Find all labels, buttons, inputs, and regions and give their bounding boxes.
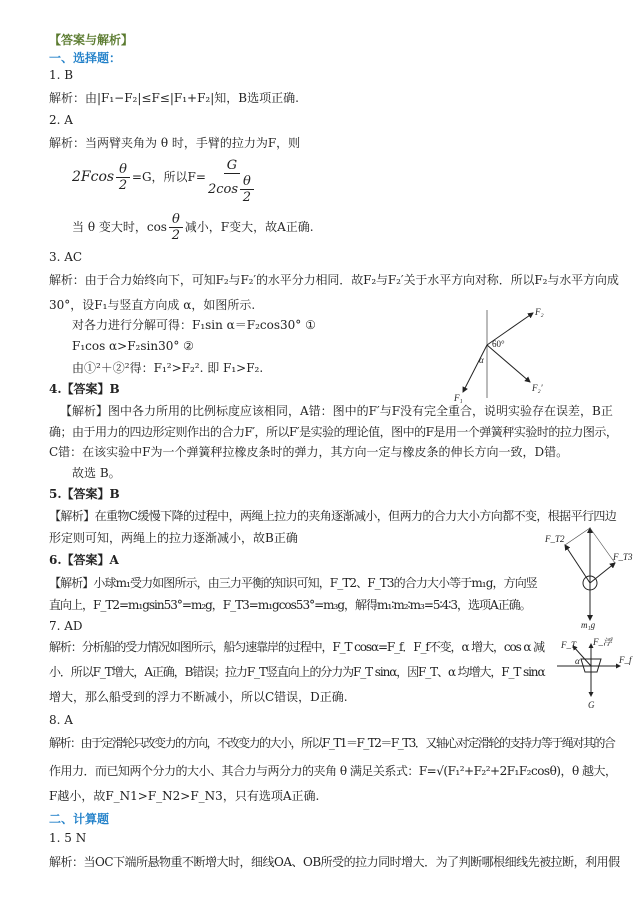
q1-analysis: 解析：由|F₁−F₂|≤F≤|F₁+F₂|知，B选项正确. (49, 91, 299, 105)
denominator: 2 (118, 178, 128, 193)
q1-answer: 1. B (49, 68, 74, 82)
q6-analysis: 【解析】小球m₁受力如图所示，由三力平衡的知识可知，F_T2、F_T3的合力大小等于m₁g，方向竖 (49, 576, 537, 590)
ft-label: F_T (561, 640, 577, 650)
parallelogram-line (590, 528, 615, 563)
ft3-label: F_T3 (613, 552, 633, 562)
denominator: 2 (242, 190, 252, 205)
q5-answer: 5.【答案】B (49, 487, 120, 501)
q3-result: 由①²＋②²得：F₁²>F₂². 即 F₁>F₂. (72, 361, 264, 375)
denominator (208, 174, 256, 205)
ff-label: F_f (619, 655, 632, 665)
q6-analysis-2: 直向上，F_T2=m₁gsin53°=m₂g，F_T3=m₁gcos53°=m₃g，解得m₁∶m₂∶m₃=5∶4∶3，选项A正确。 (49, 598, 531, 612)
q4-analysis: 【解析】图中各力所用的比例标度应该相同，A错：图中的F′与F没有完全重合，说明实验存在误差，B正 (60, 404, 613, 418)
parallelogram-line (565, 528, 590, 545)
answer-title: 【答案与解析】 (49, 33, 134, 47)
q8-analysis-3: F越小，故F_N1>F_N2>F_N3，只有选项A正确. (49, 789, 320, 803)
mg-label: m₁g (581, 620, 596, 630)
section-choice-title: 一、选择题： (49, 51, 122, 65)
fraction (169, 212, 183, 243)
q2-conclusion (72, 212, 314, 243)
fraction (240, 174, 254, 205)
alpha-label: α (575, 656, 580, 666)
q8-analysis: 解析：由于定滑轮只改变力的方向，不改变力的大小，所以F_T1＝F_T2＝F_T3．又轴心对定滑轮的支持力等于绳对其的合 (49, 736, 615, 750)
q2-analysis: 解析：当两臂夹角为 θ 时，手臂的拉力为F，则 (49, 136, 301, 150)
f2-label: F₂ (535, 307, 544, 317)
q4-answer: 4.【答案】B (49, 382, 120, 396)
denominator: 2 (171, 228, 181, 243)
c1-analysis: 解析：当OC下端所悬物重不断增大时，细线OA、OB所受的拉力同时增大．为了判断哪根细线先被拉断，利用假 (49, 855, 620, 869)
q2-answer: 2. A (49, 113, 73, 127)
g-label: G (588, 700, 595, 710)
q3-analysis: 解析：由于合力始终向下，可知F₂与F₂′的水平分力相同．故F₂与F₂′关于水平方向对称．所以F₂与水平方向成 (49, 273, 619, 287)
section-calc-title: 二、计算题 (49, 812, 110, 826)
alpha-label: α (479, 355, 484, 365)
f1-label: F₁ (454, 393, 463, 403)
formula-text: 2cos (207, 182, 238, 197)
q4-conclusion: 故选 B。 (72, 466, 121, 480)
q7-force-diagram (555, 638, 630, 718)
q7-analysis-2: 小．所以F_T增大，A正确，B错误；拉力F_T竖直向上的分力为F_T sinα，因F_T、α 均增大，F_T sinα (49, 665, 545, 679)
numerator: θ (116, 162, 130, 178)
ft3-arrow (590, 563, 615, 583)
numerator: θ (169, 212, 183, 228)
q3-eq2: F₁cos α>F₂sin30° ② (72, 339, 194, 353)
q7-answer: 7. AD (49, 619, 83, 633)
q8-analysis-2: 作用力．而已知两个分力的大小、其合力与两分力的夹角 θ 满足关系式：F=√(F₁²+F₂²+2F₁F₂cosθ)，θ 越大， (49, 764, 617, 778)
q7-analysis-3: 增大，那么船受到的浮力不断减小，所以C错误，D正确. (49, 690, 348, 704)
q3-eq1: 对各力进行分解可得：F₁sin α＝F₂cos30° ① (72, 318, 316, 332)
c1-answer: 1. 5 N (49, 831, 87, 845)
formula-text: 2Fcos (72, 169, 115, 185)
q8-answer: 8. A (49, 713, 73, 727)
formula-text: =G，所以F= (131, 170, 206, 184)
q3-analysis-2: 30°，设F₁与竖直方向成 α，如图所示. (49, 298, 256, 312)
f1-arrow (463, 345, 487, 392)
q2-formula (72, 158, 258, 205)
fb-label: F_浮 (593, 637, 612, 647)
q5-analysis-2: 形定则可知，两绳上的拉力逐渐减小，故B正确 (49, 531, 298, 545)
text: 当 θ 变大时，cos (72, 220, 167, 234)
q3-force-diagram (450, 305, 550, 405)
q3-answer: 3. AC (49, 250, 83, 264)
text: 减小，F变大，故A正确. (184, 220, 314, 234)
f2-prime-arrow (487, 345, 530, 382)
numerator: G (224, 158, 240, 174)
numerator: θ (240, 174, 254, 190)
ft2-label: F_T2 (545, 534, 565, 544)
f2-prime-label: F₂′ (532, 383, 543, 393)
q4-analysis-2: 确；由于用力的四边形定则作出的合力F′，所以F′是实验的理论值，图中的F是用一个弹簧秤实验时的拉力图示， (49, 425, 618, 439)
q6-force-diagram (545, 520, 635, 630)
angle-label: 60° (492, 339, 505, 349)
q7-analysis: 解析：分析船的受力情况如图所示，船匀速靠岸的过程中，F_T cosα=F_f．F_f不变，α 增大，cos α 减 (49, 640, 544, 654)
q5-analysis: 【解析】在重物C缓慢下降的过程中，两绳上拉力的夹角逐渐减小，但两力的合力大小方向都不变，根据平行四边 (49, 509, 617, 523)
fraction (208, 158, 256, 205)
q4-analysis-3: C错：在该实验中F为一个弹簧秤拉橡皮条时的弹力，其方向一定与橡皮条的伸长方向一致，D错。 (49, 445, 569, 459)
q6-answer: 6.【答案】A (49, 553, 119, 567)
fraction (116, 162, 130, 193)
